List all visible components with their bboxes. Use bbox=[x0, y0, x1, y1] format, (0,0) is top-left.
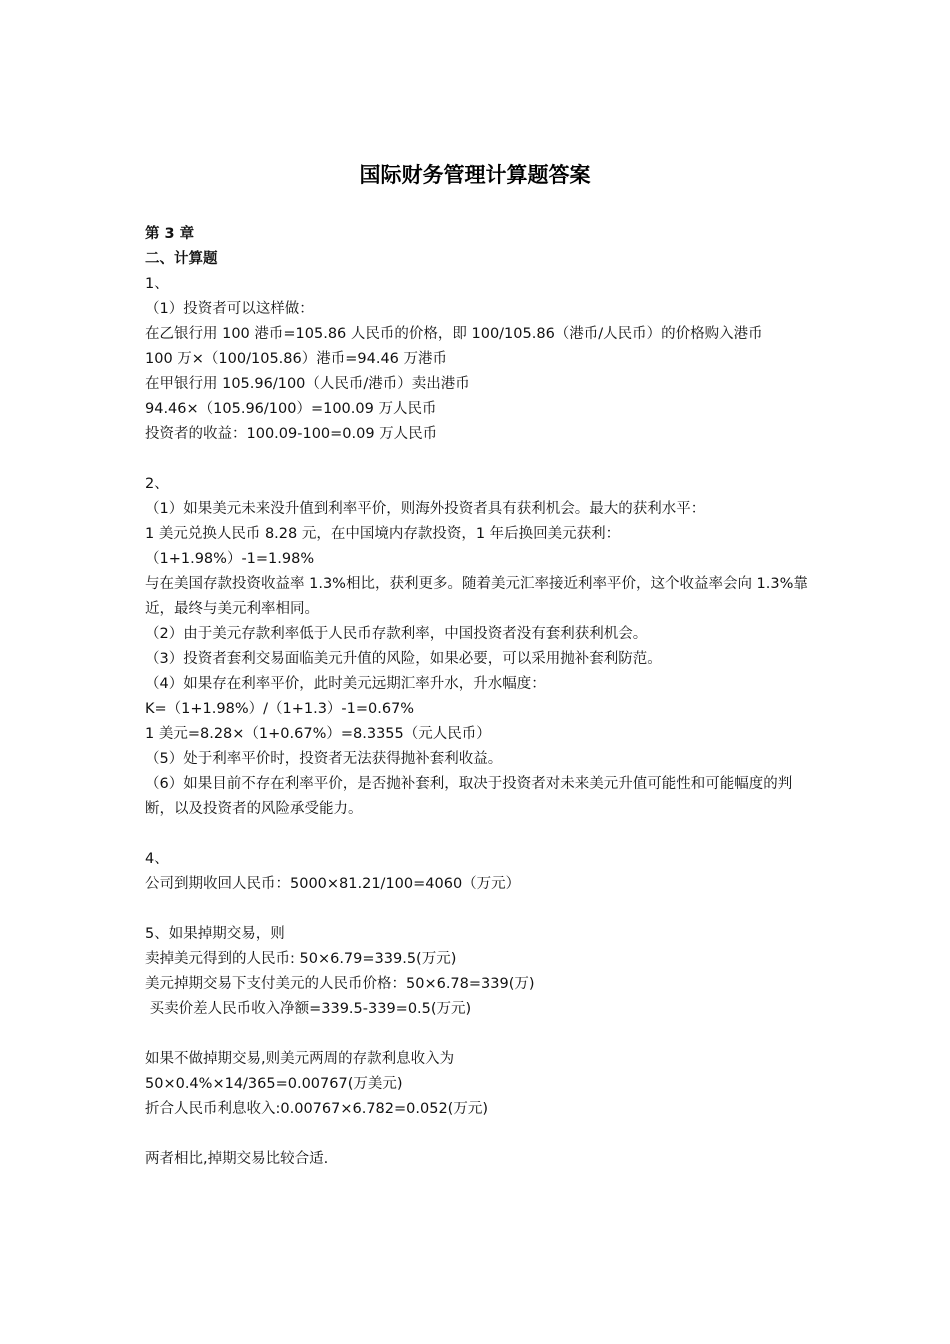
paragraph-line: 5、如果掉期交易，则 bbox=[145, 926, 285, 942]
paragraph-line: 100 万×（100/105.86）港币=94.46 万港币 bbox=[145, 351, 447, 367]
blank-line bbox=[145, 1122, 813, 1147]
section-heading: 二、计算题 bbox=[145, 251, 218, 267]
paragraph-line: （6）如果目前不存在利率平价，是否抛补套利，取决于投资者对未来美元升值可能性和可能幅度的判断，以及投资者的风险承受能力。 bbox=[145, 776, 793, 817]
paragraph-line: （1）投资者可以这样做： bbox=[145, 301, 314, 317]
blank-line bbox=[145, 822, 813, 847]
paragraph-line: 在甲银行用 105.96/100（人民币/港币）卖出港币 bbox=[145, 376, 470, 392]
document-title: 国际财务管理计算题答案 bbox=[359, 163, 591, 187]
paragraph-line: 在乙银行用 100 港币=105.86 人民币的价格，即 100/105.86（港币/人民币）的价格购入港币 bbox=[145, 326, 763, 342]
paragraph-line: 50×0.4%×14/365=0.00767(万美元) bbox=[145, 1076, 403, 1092]
paragraph-line: （2）由于美元存款利率低于人民币存款利率，中国投资者没有套利获利机会。 bbox=[145, 626, 648, 642]
question-1-number: 1、 bbox=[145, 276, 169, 292]
paragraph-line: （3）投资者套利交易面临美元升值的风险，如果必要，可以采用抛补套利防范。 bbox=[145, 651, 662, 667]
paragraph-line: （5）处于利率平价时，投资者无法获得抛补套利收益。 bbox=[145, 751, 503, 767]
paragraph-line: 与在美国存款投资收益率 1.3%相比，获利更多。随着美元汇率接近利率平价，这个收益率会向 1.3%靠近，最终与美元利率相同。 bbox=[145, 576, 808, 617]
paragraph-line: 1 美元=8.28×（1+0.67%）=8.3355（元人民币） bbox=[145, 726, 491, 742]
paragraph-line: （4）如果存在利率平价，此时美元远期汇率升水，升水幅度： bbox=[145, 676, 546, 692]
blank-line bbox=[145, 897, 813, 922]
conclusion-line: 两者相比,掉期交易比较合适. bbox=[145, 1151, 329, 1167]
question-2-number: 2、 bbox=[145, 476, 169, 492]
paragraph-line: 公司到期收回人民币：5000×81.21/100=4060（万元） bbox=[145, 876, 521, 892]
question-4-number: 4、 bbox=[145, 851, 169, 867]
blank-line bbox=[145, 1022, 813, 1047]
paragraph-line: 美元掉期交易下支付美元的人民币价格：50×6.78=339(万) bbox=[145, 976, 535, 992]
paragraph-line: （1+1.98%）-1=1.98% bbox=[145, 551, 315, 567]
paragraph-line: 折合人民币利息收入:0.00767×6.782=0.052(万元) bbox=[145, 1101, 488, 1117]
document-body bbox=[145, 222, 813, 1172]
chapter-heading: 第 3 章 bbox=[145, 226, 195, 242]
paragraph-line: （1）如果美元未来没升值到利率平价，则海外投资者具有获利机会。最大的获利水平： bbox=[145, 501, 706, 517]
paragraph-line: 卖掉美元得到的人民币: 50×6.79=339.5(万元) bbox=[145, 951, 457, 967]
paragraph-line: 94.46×（105.96/100）=100.09 万人民币 bbox=[145, 401, 437, 417]
paragraph-line: 1 美元兑换人民币 8.28 元，在中国境内存款投资，1 年后换回美元获利： bbox=[145, 526, 621, 542]
paragraph-line: 如果不做掉期交易,则美元两周的存款利息收入为 bbox=[145, 1051, 455, 1067]
blank-line bbox=[145, 447, 813, 472]
paragraph-line: 买卖价差人民币收入净额=339.5-339=0.5(万元) bbox=[145, 1001, 472, 1017]
paragraph-line: 投资者的收益：100.09-100=0.09 万人民币 bbox=[145, 426, 438, 442]
paragraph-line: K=（1+1.98%）/（1+1.3）-1=0.67% bbox=[145, 701, 415, 717]
